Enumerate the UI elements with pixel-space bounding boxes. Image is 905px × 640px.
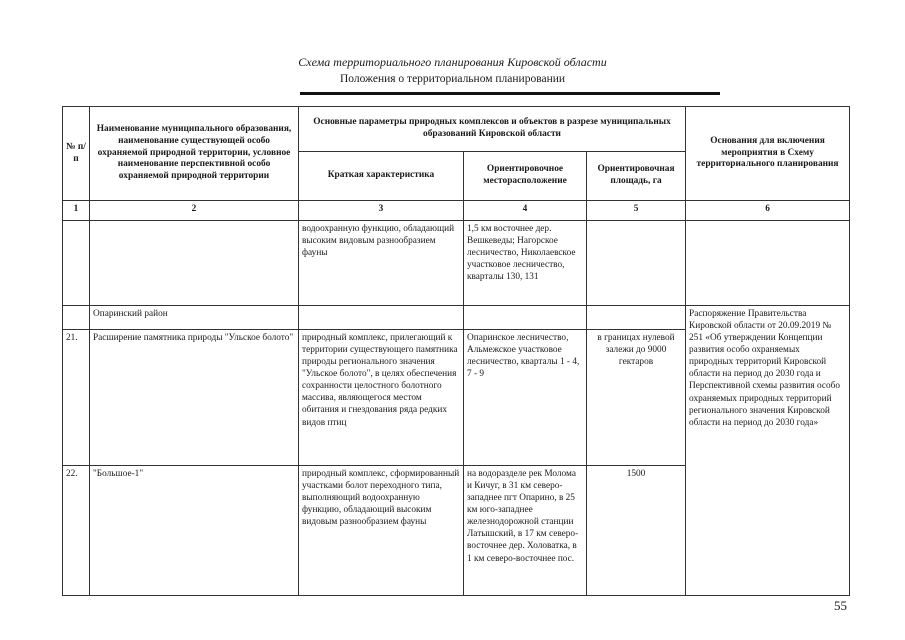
cell-characteristic: природный комплекс, сформированный участками болот переходного типа, выполняющий водоохранную функцию, обладающий высоким видовым разнообразием фауны xyxy=(299,466,464,596)
header-row-1 xyxy=(63,107,850,152)
cell-name: Расширение памятника природы "Ульское болото" xyxy=(90,330,299,466)
header-area: Ориентировочная площадь, га xyxy=(587,152,686,201)
cell-number: 21. xyxy=(63,330,90,466)
column-number: 6 xyxy=(686,201,850,221)
document-subtitle: Положения о территориальном планировании xyxy=(339,73,566,85)
header-name: Наименование муниципального образования, наименование существующей особо охраняемой природной территории, условное наименование перспективной особо охраняемой природной территории xyxy=(90,107,299,201)
cell-district: Опаринский район xyxy=(90,306,299,330)
cell-area: в границах нулевой залежи до 9000 гектаров xyxy=(587,330,686,466)
header-parameters-group: Основные параметры природных комплексов и объектов в разрезе муниципальных образований Кировской области xyxy=(299,107,686,152)
column-number: 5 xyxy=(587,201,686,221)
cell-number: 22. xyxy=(63,466,90,596)
planning-table xyxy=(62,106,850,596)
page-number: 55 xyxy=(834,598,847,613)
table-row-continuation xyxy=(63,221,850,306)
cell-area: 1500 xyxy=(587,466,686,596)
header-basis: Основания для включения мероприятия в Схему территориального планирования xyxy=(686,107,850,201)
cell-location: 1,5 км восточнее дер. Вешкеведы; Нагорское лесничество, Николаевское участковое лесничество, кварталы 130, 131 xyxy=(464,221,587,306)
column-number: 4 xyxy=(464,201,587,221)
header-characteristic: Краткая характеристика xyxy=(299,152,464,201)
cell-characteristic: природный комплекс, прилегающий к территории существующего памятника природы регионального значения "Ульское болото", в целях обеспечения сохранности целостного болотного массива, являющегося местом обитания и гнездования ряда редких видов птиц xyxy=(299,330,464,466)
cell-basis: Распоряжение Правительства Кировской области от 20.09.2019 № 251 «Об утверждении Концепции развития особо охраняемых природных территорий Кировской области на период до 2030 года и Перспективной схемы развития особо охраняемых природных территорий регионального значения Кировской области на период до 2030 года» xyxy=(686,306,850,596)
column-number: 2 xyxy=(90,201,299,221)
column-numbers-row xyxy=(63,201,850,221)
cell-location: на водоразделе рек Молома и Кичуг, в 31 км северо-западнее пгт Опарино, в 25 км юго-западнее железнодорожной станции Латышский, в 17 км северо-восточнее дер. Холоватка, в 1 км северо-восточнее пос. xyxy=(464,466,587,596)
column-number: 1 xyxy=(63,201,90,221)
table-row-district xyxy=(63,306,850,330)
header-location: Ориентировочное месторасположение xyxy=(464,152,587,201)
column-number: 3 xyxy=(299,201,464,221)
header-divider xyxy=(300,92,720,95)
cell-name: "Большое-1" xyxy=(90,466,299,596)
document-title: Схема территориального планирования Кировской области xyxy=(298,55,607,69)
header-number: № п/п xyxy=(63,107,90,201)
cell-characteristic: водоохранную функцию, обладающий высоким видовым разнообразием фауны xyxy=(299,221,464,306)
cell-location: Опаринское лесничество, Альмежское участковое лесничество, кварталы 1 - 4, 7 - 9 xyxy=(464,330,587,466)
